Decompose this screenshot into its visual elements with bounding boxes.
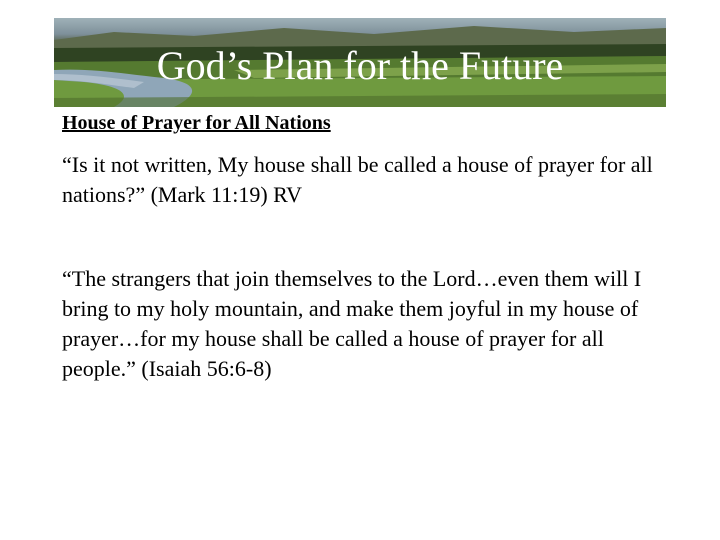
slide-title: God’s Plan for the Future xyxy=(156,43,564,88)
section-heading: House of Prayer for All Nations xyxy=(62,112,331,134)
scripture-quote-isaiah: “The strangers that join themselves to the Lord…even them will I bring to my holy mountain, and make them joyful in my house of prayer…for my house shall be called a house of prayer for all people.” (Isaiah 56:6-8) xyxy=(62,266,642,381)
title-banner xyxy=(54,18,666,107)
scripture-quote-mark: “Is it not written, My house shall be called a house of prayer for all nations?” (Mark 11:19) RV xyxy=(62,152,653,207)
